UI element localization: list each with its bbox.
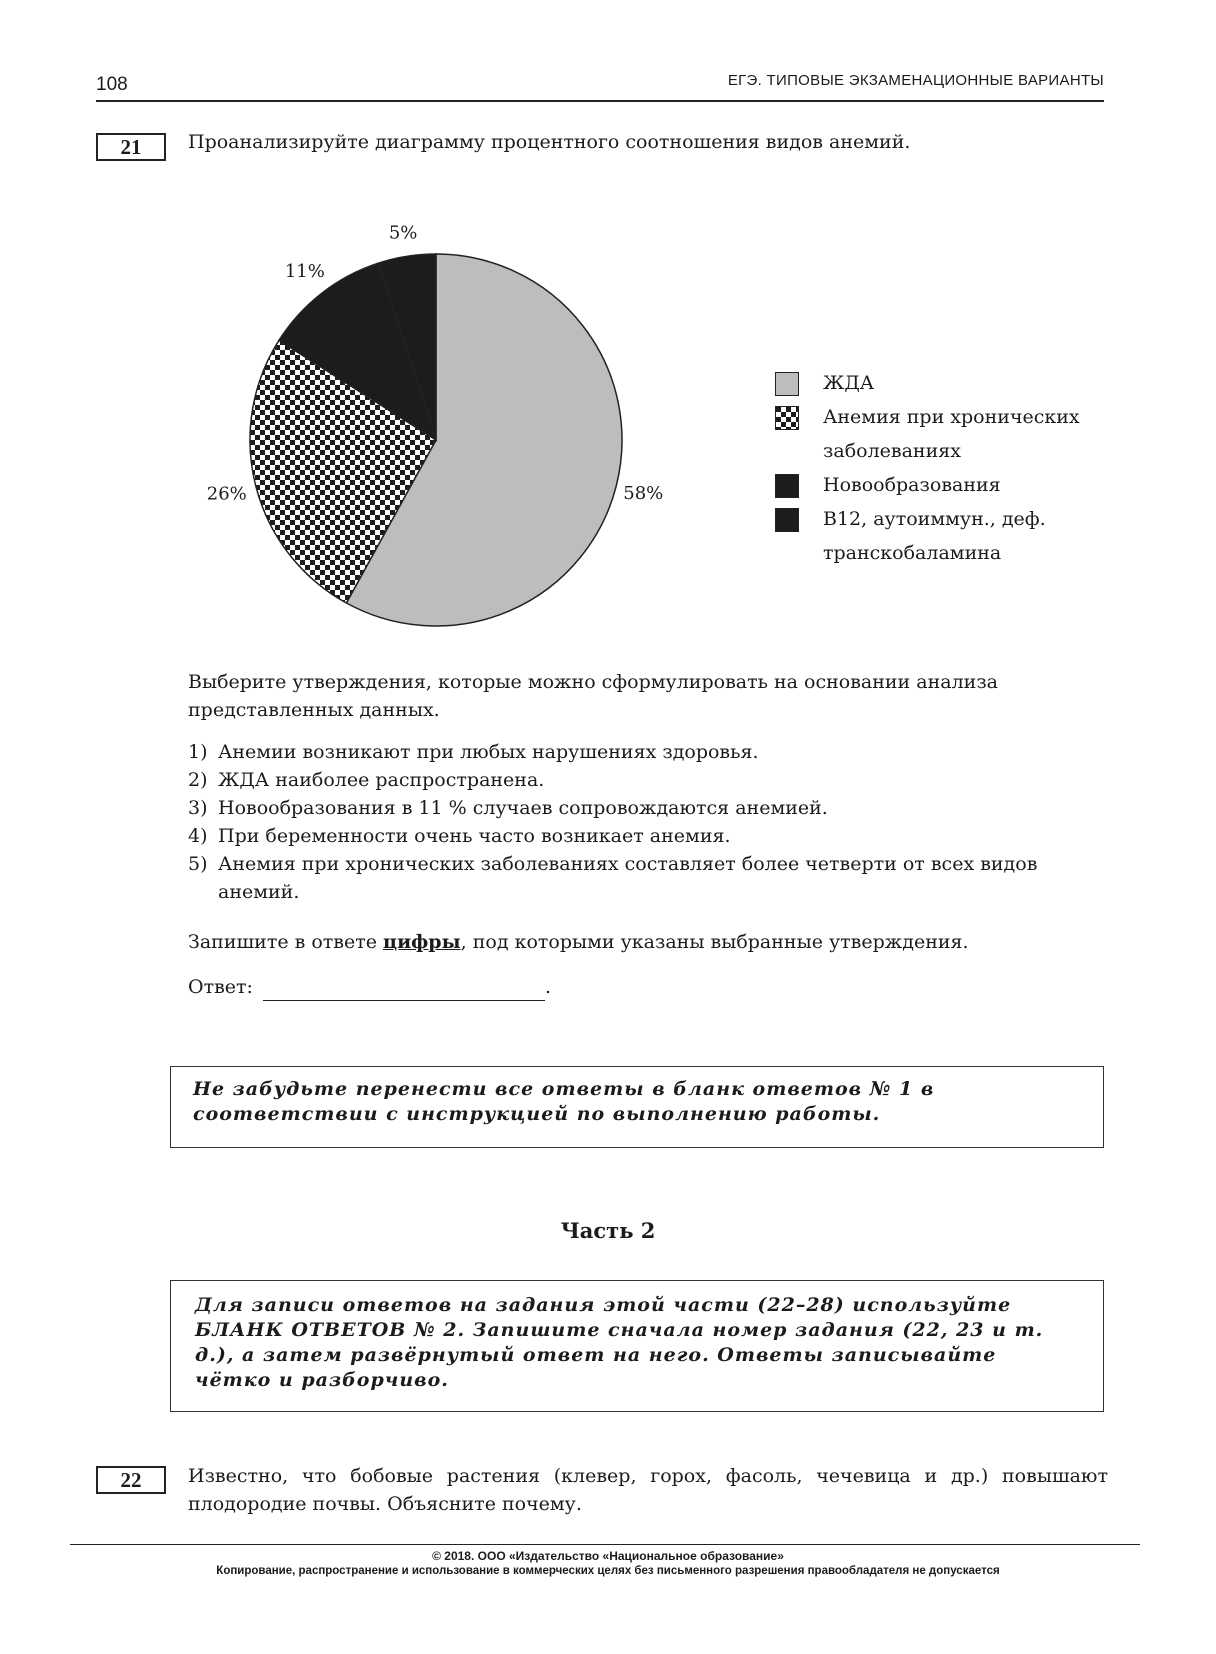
- task-21-prompt: Проанализируйте диаграмму процентного соотношения видов анемий.: [188, 131, 911, 153]
- instruction-after: , под которыми указаны выбранные утверждения.: [460, 931, 969, 953]
- answer-row: [188, 973, 551, 1001]
- pie-value-label-3: 11%: [284, 260, 325, 282]
- page-number: 108: [96, 74, 128, 95]
- answer-period: .: [544, 976, 551, 998]
- legend-item-chronic: [775, 404, 1123, 468]
- statement-text: Анемия при хронических заболеваниях составляет более четверти от всех видов анемий.: [218, 853, 1038, 903]
- footer-rights-notice: Копирование, распространение и использование в коммерческих целях без письменного разрешения правообладателя не допускается: [216, 1565, 1000, 1577]
- statement-text: ЖДА наиболее распространена.: [218, 769, 545, 791]
- task-22-text: Известно, что бобовые растения (клевер, горох, фасоль, чечевица и др.) повышают плодородие почвы. Объясните почему.: [188, 1465, 1108, 1515]
- question-line-2: представленных данных.: [188, 699, 440, 721]
- checker-pattern-icon: [776, 407, 798, 429]
- legend-label: ЖДА: [823, 372, 875, 394]
- instruction-emphasis: цифры: [383, 931, 461, 953]
- notice-transfer-answers: [170, 1066, 1104, 1148]
- legend-item-b12: [775, 506, 1113, 570]
- pie-value-label-2: 26%: [206, 483, 247, 505]
- footer-copyright: © 2018. ООО «Издательство «Национальное образование»: [432, 1549, 784, 1563]
- answer-instruction: [188, 928, 1128, 956]
- statement-number: 5): [188, 853, 208, 875]
- task-number-22: 22: [96, 1466, 166, 1494]
- footer-divider: [70, 1544, 1140, 1545]
- task-number-21: 21: [96, 133, 166, 161]
- legend-label: В12, аутоиммун., деф. транскобаламина: [823, 508, 1046, 564]
- running-header: ЕГЭ. ТИПОВЫЕ ЭКЗАМЕНАЦИОННЫЕ ВАРИАНТЫ: [727, 72, 1104, 89]
- statement-number: 1): [188, 741, 208, 763]
- question-line-1: Выберите утверждения, которые можно сформулировать на основании анализа: [188, 671, 999, 693]
- notice-text: Для записи ответов на задания этой части (22–28) используйте БЛАНК ОТВЕТОВ № 2. Запишите сначала номер задания (22, 23 и т. д.), а затем развёрнутый ответ на него. Ответы записывайте чётко и разборчиво.: [195, 1294, 1044, 1391]
- legend-label: Анемия при хронических заболеваниях: [823, 406, 1080, 462]
- pie-value-label-1: 58%: [623, 483, 664, 505]
- header-divider: [96, 100, 1104, 102]
- answer-field[interactable]: [263, 976, 545, 1001]
- statement-3: [188, 794, 1108, 822]
- answer-label: Ответ:: [188, 976, 253, 998]
- statement-5: [188, 850, 1108, 906]
- legend-item-neoplasms: [775, 472, 1123, 502]
- legend-swatch-light-gray: [775, 372, 799, 396]
- instruction-before: Запишите в ответе: [188, 931, 384, 953]
- statement-number: 4): [188, 825, 208, 847]
- legend-swatch-checkered: [775, 406, 799, 430]
- statement-text: При беременности очень часто возникает анемия.: [218, 825, 731, 847]
- statement-4: [188, 822, 1108, 850]
- legend-item-zhda: [775, 370, 1123, 400]
- statement-2: [188, 766, 1108, 794]
- legend-swatch-black: [775, 474, 799, 498]
- statement-1: [188, 738, 1108, 766]
- pie-value-label-4: 5%: [388, 222, 418, 244]
- anemia-pie-chart: [200, 210, 720, 650]
- statement-text: Новообразования в 11 % случаев сопровождаются анемией.: [218, 797, 828, 819]
- notice-text: Не забудьте перенести все ответы в бланк ответов № 1 в соответствии с инструкцией по выполнению работы.: [193, 1078, 935, 1125]
- legend-label: Новообразования: [823, 474, 1001, 496]
- statement-number: 2): [188, 769, 208, 791]
- statement-number: 3): [188, 797, 208, 819]
- legend-swatch-black: [775, 508, 799, 532]
- part-2-title: Часть 2: [560, 1218, 656, 1243]
- statement-text: Анемии возникают при любых нарушениях здоровья.: [218, 741, 759, 763]
- notice-part-2-instructions: [170, 1280, 1104, 1412]
